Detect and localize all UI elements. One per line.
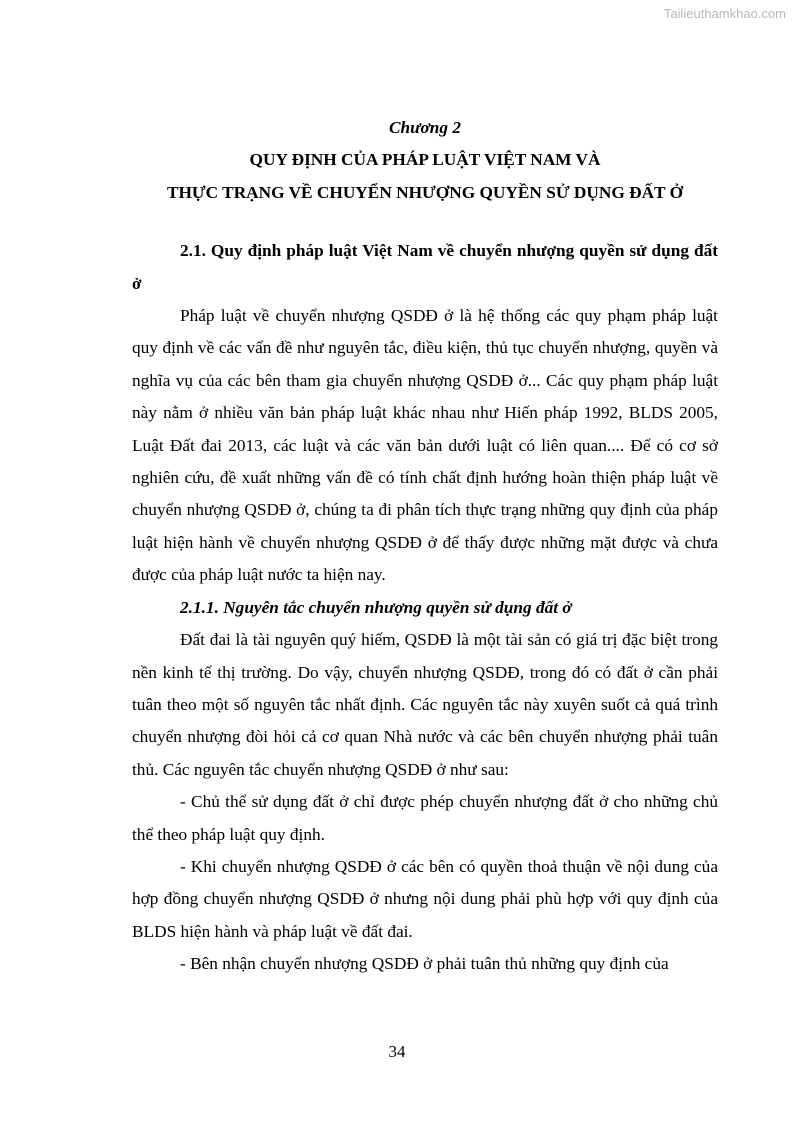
- spacer: [132, 209, 718, 235]
- section-heading-2-1: 2.1. Quy định pháp luật Việt Nam về chuyển nhượng quyền sử dụng đất ở: [132, 241, 718, 293]
- paragraph: Pháp luật về chuyển nhượng QSDĐ ở là hệ thống các quy phạm pháp luật quy định về các vấn đề như nguyên tắc, điều kiện, thủ tục chuyển nhượng, quyền và nghĩa vụ của các bên tham gia chuyển nhượng QSDĐ ở... Các quy phạm pháp luật này nằm ở nhiều văn bản pháp luật khác nhau như Hiến pháp 1992, BLDS 2005, Luật Đất đai 2013, các luật và các văn bản dưới luật có liên quan.... Để có cơ sở nghiên cứu, đề xuất những vấn đề có tính chất định hướng hoàn thiện pháp luật về chuyển nhượng QSDĐ ở, chúng ta đi phân tích thực trạng những quy định của pháp luật hiện hành về chuyển nhượng QSDĐ ở để thấy được những mặt được và chưa được của pháp luật nước ta hiện nay.: [132, 306, 718, 585]
- bullet-paragraph: - Chủ thể sử dụng đất ở chỉ được phép chuyển nhượng đất ở cho những chủ thể theo pháp luật quy định.: [132, 792, 718, 844]
- section-heading-2-1-1: 2.1.1. Nguyên tắc chuyển nhượng quyền sử dụng đất ở: [180, 597, 572, 617]
- chapter-label: Chương 2: [389, 118, 461, 137]
- chapter-title-line-1: QUY ĐỊNH CỦA PHÁP LUẬT VIỆT NAM VÀ: [249, 150, 601, 170]
- bullet-paragraph: - Khi chuyển nhượng QSDĐ ở các bên có quyền thoả thuận về nội dung của hợp đồng chuyển nhượng QSDĐ ở nhưng nội dung phải phù hợp với quy định của BLDS hiện hành và pháp luật về đất đai.: [132, 856, 718, 941]
- watermark: Tailieuthamkhao.com: [663, 6, 786, 21]
- chapter-title-line-2: THỰC TRẠNG VỀ CHUYỂN NHƯỢNG QUYỀN SỬ DỤNG ĐẤT Ở: [166, 182, 684, 202]
- page-content: [132, 112, 718, 981]
- paragraph: Đất đai là tài nguyên quý hiếm, QSDĐ là một tài sản có giá trị đặc biệt trong nền kinh tế thị trường. Do vậy, chuyển nhượng QSDĐ, trong đó có đất ở cần phải tuân theo một số nguyên tắc nhất định. Các nguyên tắc này xuyên suốt cả quá trình chuyển nhượng đòi hỏi cả cơ quan Nhà nước và các bên chuyển nhượng phải tuân thủ. Các nguyên tắc chuyển nhượng QSDĐ ở như sau:: [132, 630, 718, 779]
- bullet-paragraph: - Bên nhận chuyển nhượng QSDĐ ở phải tuân thủ những quy định của: [180, 954, 669, 974]
- page-number: 34: [388, 1042, 406, 1061]
